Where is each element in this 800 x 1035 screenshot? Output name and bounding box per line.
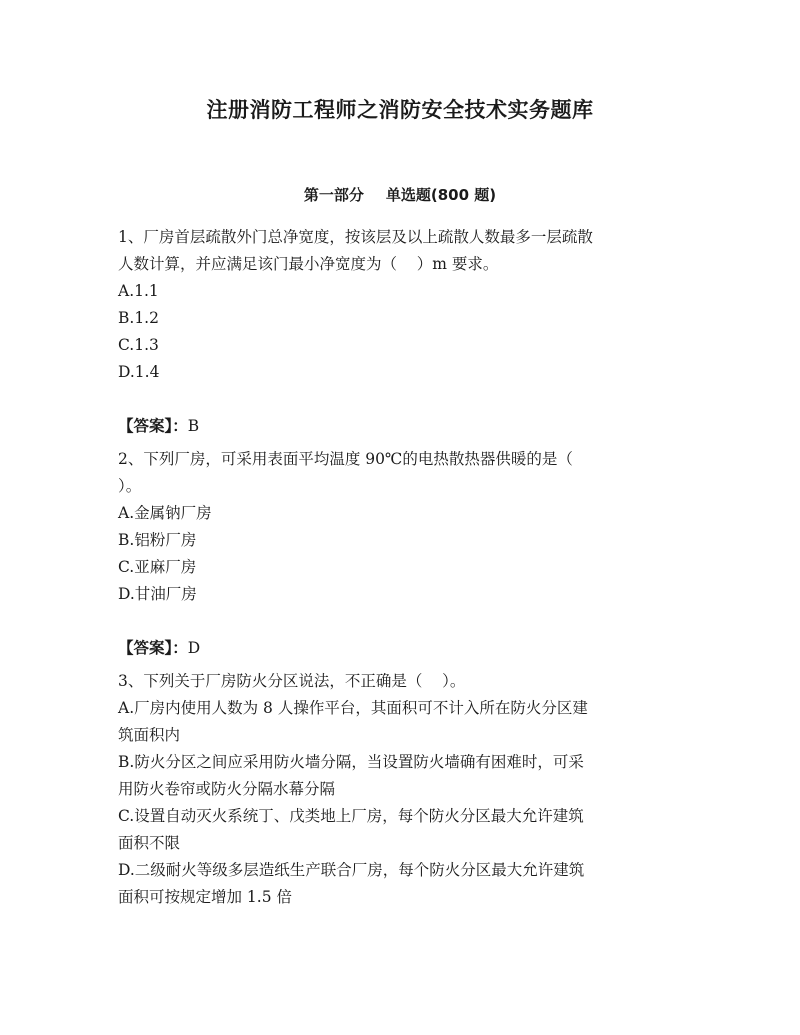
question-stem-line: 3、下列关于厂房防火分区说法，不正确是（ ）。 xyxy=(118,672,466,690)
option-d: D.甘油厂房 xyxy=(118,585,197,603)
option-a-line: A.厂房内使用人数为 8 人操作平台，其面积可不计入所在防火分区建 xyxy=(118,699,588,717)
option-d: D.1.4 xyxy=(118,363,160,381)
question-stem-line: ）。 xyxy=(118,477,142,495)
option-c-line: C.设置自动灭火系统丁、戊类地上厂房，每个防火分区最大允许建筑 xyxy=(118,807,584,825)
option-c-line: 面积不限 xyxy=(118,834,181,852)
option-c: C.1.3 xyxy=(118,336,159,354)
option-c: C.亚麻厂房 xyxy=(118,558,197,576)
document-title: 注册消防工程师之消防安全技术实务题库 xyxy=(206,98,594,122)
answer-separator: ： xyxy=(172,417,188,435)
question-stem-line: 2、下列厂房，可采用表面平均温度 90℃的电热散热器供暖的是（ xyxy=(118,450,573,468)
section-heading xyxy=(0,184,800,205)
option-b-line: 用防火卷帘或防火分隔水幕分隔 xyxy=(118,780,336,798)
section-part: 第一部分 xyxy=(303,186,364,204)
option-a-line: 筑面积内 xyxy=(118,726,181,744)
option-b: B.1.2 xyxy=(118,309,159,327)
question-3 xyxy=(118,668,688,911)
question-1 xyxy=(118,224,688,440)
question-2 xyxy=(118,446,688,662)
question-list xyxy=(118,224,688,911)
answer-label: 【答案】 xyxy=(118,639,173,657)
answer-separator: ： xyxy=(172,639,188,657)
option-b: B.铝粉厂房 xyxy=(118,531,197,549)
answer-line xyxy=(118,635,688,662)
option-b-line: B.防火分区之间应采用防火墙分隔，当设置防火墙确有困难时，可采 xyxy=(118,753,584,771)
option-d-line: 面积可按规定增加 1.5 倍 xyxy=(118,888,293,906)
answer-value: B xyxy=(187,417,200,435)
option-a: A.金属钠厂房 xyxy=(118,504,212,522)
option-a: A.1.1 xyxy=(118,282,159,300)
answer-value: D xyxy=(187,639,201,657)
answer-line xyxy=(118,413,688,440)
section-name: 单选题(800 题) xyxy=(385,186,497,204)
option-d-line: D.二级耐火等级多层造纸生产联合厂房，每个防火分区最大允许建筑 xyxy=(118,861,585,879)
answer-label: 【答案】 xyxy=(118,417,173,435)
question-stem-line: 1、厂房首层疏散外门总净宽度，按该层及以上疏散人数最多一层疏散 xyxy=(118,228,593,246)
question-stem-line: 人数计算，并应满足该门最小净宽度为（ ）m 要求。 xyxy=(118,255,499,273)
